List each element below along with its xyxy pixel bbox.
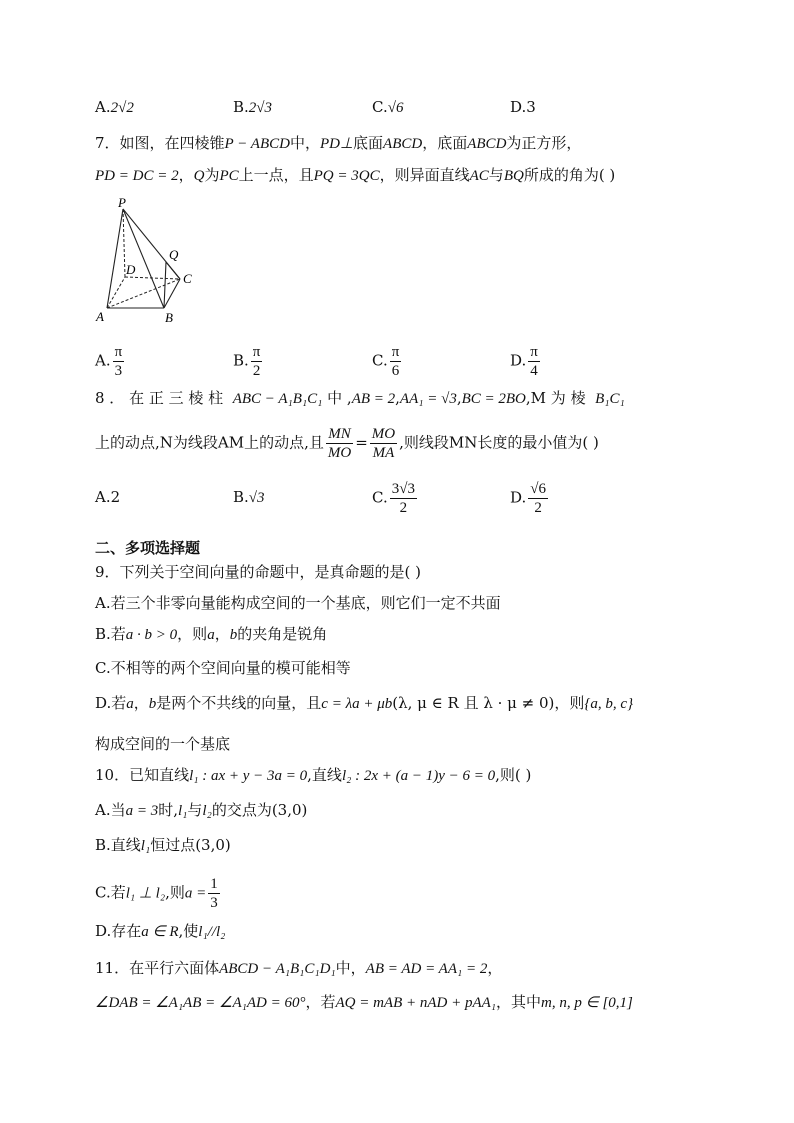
q6-option-c: C.√6 xyxy=(372,98,404,116)
q9-option-c: C.不相等的两个空间向量的模可能相等 xyxy=(95,659,351,677)
edge-pb xyxy=(123,209,164,308)
q6-option-a: A.2√2 xyxy=(95,98,134,116)
q8-option-b: B.√3 xyxy=(233,488,265,506)
q11-stem-line-1: 11．在平行六面体ABCD − A₁B₁C₁D₁中，AB = AD = AA₁ = 2， xyxy=(95,959,503,977)
label-q: Q xyxy=(169,247,179,262)
q6-option-d: D.3 xyxy=(510,98,536,116)
label-c: C xyxy=(183,271,192,286)
q6-option-b: B.2√3 xyxy=(233,98,273,116)
label-a: A xyxy=(96,309,104,324)
q7-option-c: C. $\frac{\pi}{6}$ xyxy=(372,344,400,379)
q7-stem-line-2: PD = DC = 2，Q为PC上一点，且PQ = 3QC，则异面直线AC与BQ所成的角为( ) xyxy=(95,166,616,184)
edge-ac xyxy=(107,279,180,308)
q9-option-a: A.若三个非零向量能构成空间的一个基底，则它们一定不共面 xyxy=(95,594,501,612)
q7-option-a: A. $\frac{\pi}{3}$ xyxy=(95,344,123,379)
q9-option-d-continued: 构成空间的一个基底 xyxy=(95,735,231,753)
q8-stem-line-1: 8 ． 在 正 三 棱 柱 ABC − A₁B₁C₁ 中 ,AB = 2,AA₁ = √3,BC = 2BO,M 为 棱 B₁C₁ xyxy=(95,389,625,407)
q9-option-d: D.若a，b是两个不共线的向量，且c = λa + μb(λ, μ ∈ R 且 λ · μ ≠ 0)，则{a, b, c} xyxy=(95,694,634,712)
q8-option-d: D. $\frac{√6}{2}$ xyxy=(510,481,546,516)
q7-option-b: B. $\frac{\pi}{2}$ xyxy=(233,344,261,379)
label-p: P xyxy=(118,195,126,210)
q10-option-c: C.若l₁ ⊥ l₂,则a = $\frac{1}{3}$ xyxy=(95,876,218,911)
edge-dc xyxy=(125,277,180,279)
q11-stem-line-2: ∠DAB = ∠A₁AB = ∠A₁AD = 60°，若AQ = mAB + nAD + pAA₁，其中m, n, p ∈ [0,1] xyxy=(95,993,633,1011)
edge-qc xyxy=(166,262,180,279)
edge-pa xyxy=(107,209,123,308)
section-title-multiple-choice: 二、多项选择题 xyxy=(95,539,201,557)
q8-option-c: C. $\frac{3√3}{2}$ xyxy=(372,481,415,516)
q10-option-b: B.直线l₁恒过点(3,0) xyxy=(95,836,231,854)
q8-option-a: A.2 xyxy=(95,488,121,506)
q7-option-d: D. $\frac{\pi}{4}$ xyxy=(510,344,538,379)
q10-stem: 10．已知直线l₁ : ax + y − 3a = 0,直线l₂ : 2x + (a − 1)y − 6 = 0,则( ) xyxy=(95,766,532,784)
q10-option-d: D.存在a ∈ R,使l₁//l₂ xyxy=(95,922,226,940)
label-d: D xyxy=(126,262,136,277)
q10-option-a: A.当a = 3时,l₁与l₂的交点为(3,0) xyxy=(95,801,308,819)
q8-stem-line-2: 上的动点,N为线段AM上的动点,且 $\frac{MN}{MO}$ = $\frac{MO}{MA}$ ,则线段MN长度的最小值为( ) xyxy=(95,426,599,461)
q9-stem: 9．下列关于空间向量的命题中，是真命题的是( ) xyxy=(95,563,422,581)
edge-bc xyxy=(164,279,180,308)
q9-option-b: B.若a · b > 0，则a，b的夹角是锐角 xyxy=(95,625,328,643)
label-b: B xyxy=(165,310,173,325)
edge-pd xyxy=(123,209,125,277)
q7-stem-line-1: 7．如图，在四棱锥P − ABCD中，PD⊥底面ABCD，底面ABCD为正方形， xyxy=(95,134,582,152)
q7-pyramid-figure xyxy=(90,195,200,330)
